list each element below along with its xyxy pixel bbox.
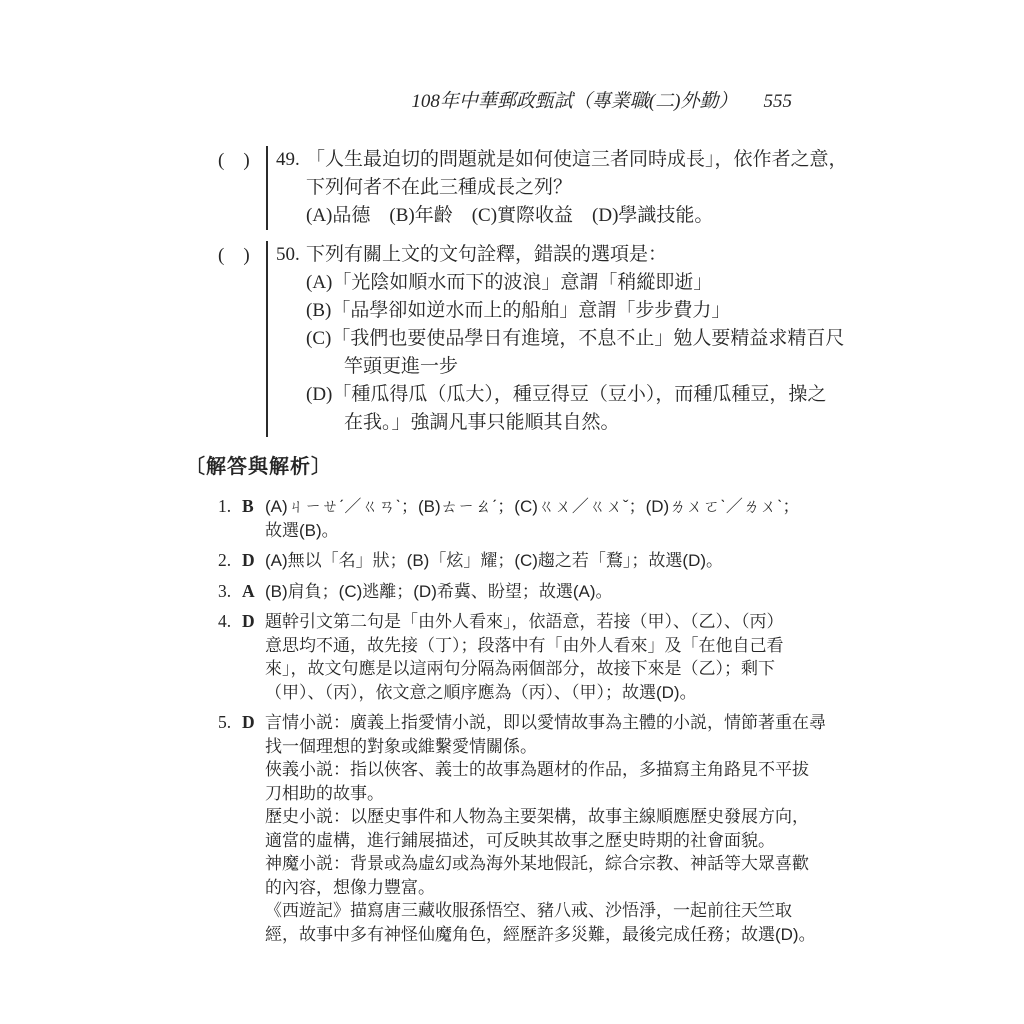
- question-49-number: 49.: [276, 149, 300, 170]
- solution-4-answer-letter: D: [242, 611, 255, 631]
- solution-item-3: [218, 580, 914, 604]
- solutions-section: [185, 450, 914, 953]
- solution-item-2: [218, 549, 914, 573]
- solution-5-text: 言情小説：廣義上指愛情小説，即以愛情故事為主體的小説，情節著重在尋 找一個理想的對象或維繫愛情關係。 俠義小説：指以俠客、義士的故事為題材的作品，多描寫主角路見不平拔 刀相助的故事。 歷史小説：以歷史事件和人物為主要架構，故事主線順應歷史發展方向， 適當的虛構，進行鋪展描述，可反映其故事之歷史時期的社會面貌。 神魔小説：背景或為虛幻或為海外某地假託，綜合宗教、神話等大眾喜歡 的內容，想像力豐富。 《西遊記》描寫唐三藏收服孫悟空、豬八戒、沙悟淨，一起前往天竺取 經，故事中多有神怪仙魔角色，經歷許多災難，最後完成任務；故選(D)。: [265, 713, 826, 944]
- solution-5-answer-letter: D: [242, 712, 255, 732]
- solution-4-head: [218, 610, 265, 704]
- solution-4-text: 題幹引文第二句是「由外人看來」，依語意，若接（甲）、（乙）、（丙） 意思均不通，故先接（丁）；段落中有「由外人看來」及「在他自己看 來」，故文句應是以這兩句分隔為兩個部分，故接下來是（乙）；剩下 （甲）、（丙），依文意之順序應為（丙）、（甲）；故選(D)。: [265, 612, 784, 702]
- question-50: [218, 241, 904, 437]
- solution-1-head: [218, 495, 265, 542]
- solution-item-1: [218, 495, 914, 542]
- solution-1-text: (A)ㄐㄧㄝˊ／ㄍㄢˋ；(B)ㄊㄧㄠˊ；(C)ㄍㄨ／ㄍㄨˇ；(D)ㄌㄨㄛˋ／ㄌㄨˋ； 故選(B)。: [265, 497, 800, 540]
- solution-3-number: 3.: [218, 580, 232, 601]
- question-50-body: [266, 241, 844, 437]
- section-title: 〔解答與解析〕: [185, 456, 332, 478]
- solution-5-number: 5.: [218, 712, 232, 732]
- page-number: 555: [763, 91, 792, 112]
- solution-3-text: (B)肩負；(C)逃離；(D)希冀、盼望；故選(A)。: [265, 581, 613, 601]
- page-header: [0, 86, 792, 113]
- question-49-body: [266, 146, 848, 230]
- solution-2-text: (A)無以「名」狀；(B)「炫」耀；(C)趨之若「鶩」；故選(D)。: [265, 551, 724, 570]
- answer-blank-50: ( ): [218, 245, 250, 266]
- solution-1-answer-letter: B: [242, 496, 254, 516]
- question-49-text: 「人生最迫切的問題就是如何使這三者同時成長」，依作者之意， 下列何者不在此三種成長之列？ (A)品德 (B)年齡 (C)實際收益 (D)學識技能。: [306, 149, 848, 226]
- solution-3-head: [218, 580, 265, 604]
- exam-title: 108年中華郵政甄試（專業職(二)外勤）: [411, 91, 738, 112]
- solution-3-answer-letter: A: [242, 580, 255, 601]
- answer-blank-49: ( ): [218, 150, 250, 171]
- solution-2-number: 2.: [218, 550, 232, 570]
- solution-4-number: 4.: [218, 611, 232, 631]
- solution-item-4: [218, 610, 914, 704]
- question-50-text: 下列有關上文的文句詮釋，錯誤的選項是： (A)「光陰如順水而下的波浪」意謂「稍縱即逝」 (B)「品學卻如逆水而上的船舶」意謂「步步費力」 (C)「我們也要使品學日有進境，不息不止」勉人要精益求精百尺 竿頭更進一步 (D)「種瓜得瓜（瓜大），種豆得豆（豆小），而種瓜種豆，操之 在我。」強調凡事只能順其自然。: [306, 244, 845, 433]
- solution-2-head: [218, 549, 265, 573]
- solution-5-head: [218, 711, 265, 946]
- solution-2-answer-letter: D: [242, 550, 255, 570]
- question-49: [218, 146, 904, 230]
- questions-section: [218, 146, 904, 437]
- solution-1-number: 1.: [218, 496, 232, 516]
- solution-item-5: [218, 711, 914, 946]
- question-50-number: 50.: [276, 244, 300, 265]
